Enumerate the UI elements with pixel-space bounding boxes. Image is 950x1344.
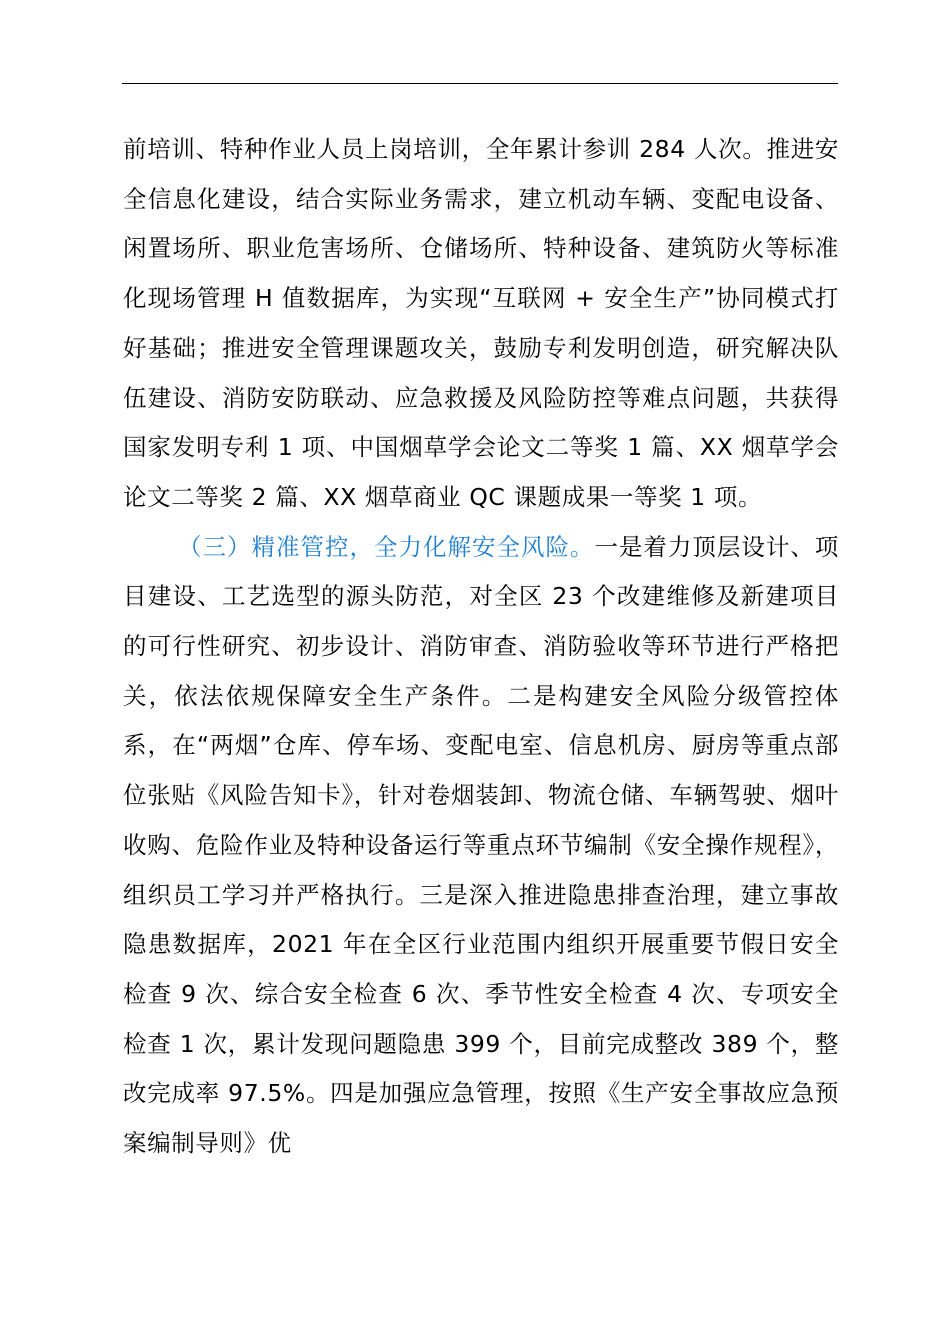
paragraph-training-informatization [123,125,839,523]
section-heading: （三）精准管控，全力化解安全风险。 [178,532,595,561]
document-body [123,125,839,1169]
paragraph-risk-control [123,523,839,1169]
paragraph-text: 一是着力顶层设计、项目建设、工艺选型的源头防范，对全区 23 个改建维修及新建项目的可行性研究、初步设计、消防审查、消防验收等环节进行严格把关，依法依规保障安全生产条件。二是构建安全风险分级管控体系，在“两烟”仓库、停车场、变配电室、信息机房、厨房等重点部位张贴《风险告知卡》，针对卷烟装卸、物流仓储、车辆驾驶、烟叶收购、危险作业及特种设备运行等重点环节编制《安全操作规程》，组织员工学习并严格执行。三是深入推进隐患排查治理，建立事故隐患数据库，2021 年在全区行业范围内组织开展重要节假日安全检查 9 次、综合安全检查 6 次、季节性安全检查 4 次、专项安全检查 1 次，累计发现问题隐患 399 个，目前完成整改 389 个，整改完成率 97.5%。四是加强应急管理，按照《生产安全事故应急预案编制导则》优 [123,532,840,1158]
header-rule [122,83,838,84]
paragraph-text: 前培训、特种作业人员上岗培训，全年累计参训 284 人次。推进安全信息化建设，结合实际业务需求，建立机动车辆、变配电设备、闲置场所、职业危害场所、仓储场所、特种设备、建筑防火等标准化现场管理 H 值数据库，为实现“互联网 + 安全生产”协同模式打好基础；推进安全管理课题攻关，鼓励专利发明创造，研究解决队伍建设、消防安防联动、应急救援及风险防控等难点问题，共获得国家发明专利 1 项、中国烟草学会论文二等奖 1 篇、XX 烟草学会论文二等奖 2 篇、XX 烟草商业 QC 课题成果一等奖 1 项。 [123,135,839,511]
